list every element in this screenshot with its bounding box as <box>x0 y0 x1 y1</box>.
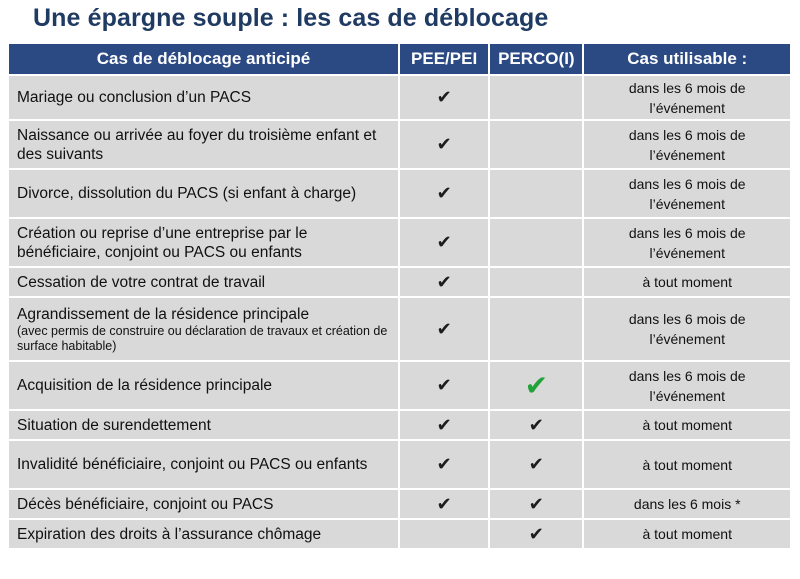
pee-check-icon: ✔ <box>400 362 488 409</box>
usage-cell: dans les 6 mois de l’événement <box>584 121 790 168</box>
case-label: Invalidité bénéficiaire, conjoint ou PACS ou enfants <box>9 441 398 488</box>
pee-check-icon: ✔ <box>400 268 488 296</box>
table-row <box>9 490 790 518</box>
perco-check-icon: ✔ <box>490 441 582 488</box>
pee-check-icon: ✔ <box>400 490 488 518</box>
perco-check-icon <box>490 298 582 360</box>
pee-check-icon: ✔ <box>400 411 488 439</box>
table-row <box>9 121 790 168</box>
usage-cell: à tout moment <box>584 441 790 488</box>
usage-cell: dans les 6 mois de l’événement <box>584 219 790 266</box>
usage-cell: dans les 6 mois de l’événement <box>584 76 790 119</box>
case-label: Divorce, dissolution du PACS (si enfant à charge) <box>9 170 398 217</box>
table-row <box>9 170 790 217</box>
case-label: Agrandissement de la résidence principale (avec permis de construire ou déclaration de travaux et création de surface habitable) <box>9 298 398 360</box>
usage-cell: à tout moment <box>584 268 790 296</box>
case-label: Création ou reprise d’une entreprise par le bénéficiaire, conjoint ou PACS ou enfants <box>9 219 398 266</box>
header-row <box>9 44 790 74</box>
perco-highlight-check-icon: ✔ <box>490 362 582 409</box>
perco-check-icon <box>490 121 582 168</box>
perco-check-icon <box>490 170 582 217</box>
table-row <box>9 298 790 360</box>
usage-cell: dans les 6 mois de l’événement <box>584 170 790 217</box>
perco-check-icon: ✔ <box>490 490 582 518</box>
pee-check-icon: ✔ <box>400 76 488 119</box>
usage-cell: dans les 6 mois de l’événement <box>584 362 790 409</box>
perco-check-icon: ✔ <box>490 411 582 439</box>
table-row <box>9 520 790 548</box>
usage-cell: dans les 6 mois * <box>584 490 790 518</box>
table-row <box>9 411 790 439</box>
usage-cell: à tout moment <box>584 520 790 548</box>
perco-check-icon: ✔ <box>490 520 582 548</box>
case-label: Acquisition de la résidence principale <box>9 362 398 409</box>
pee-check-icon: ✔ <box>400 298 488 360</box>
usage-cell: dans les 6 mois de l’événement <box>584 298 790 360</box>
case-label: Naissance ou arrivée au foyer du troisième enfant et des suivants <box>9 121 398 168</box>
pee-check-icon <box>400 520 488 548</box>
header-usage: Cas utilisable : <box>584 44 790 74</box>
header-perco: PERCO(I) <box>490 44 582 74</box>
table-row <box>9 441 790 488</box>
perco-check-icon <box>490 219 582 266</box>
table-row <box>9 268 790 296</box>
case-label: Situation de surendettement <box>9 411 398 439</box>
usage-cell: à tout moment <box>584 411 790 439</box>
page-title: Une épargne souple : les cas de déblocage <box>33 4 549 32</box>
case-label: Cessation de votre contrat de travail <box>9 268 398 296</box>
pee-check-icon: ✔ <box>400 219 488 266</box>
table-row <box>9 76 790 119</box>
table-row <box>9 219 790 266</box>
perco-check-icon <box>490 268 582 296</box>
case-label: Expiration des droits à l’assurance chômage <box>9 520 398 548</box>
header-pee: PEE/PEI <box>400 44 488 74</box>
case-sublabel: (avec permis de construire ou déclaration de travaux et création de surface habitable) <box>17 323 388 353</box>
header-case: Cas de déblocage anticipé <box>9 44 398 74</box>
pee-check-icon: ✔ <box>400 121 488 168</box>
pee-check-icon: ✔ <box>400 170 488 217</box>
table-row <box>9 362 790 409</box>
case-label: Mariage ou conclusion d’un PACS <box>9 76 398 119</box>
deblocage-table <box>7 42 792 550</box>
pee-check-icon: ✔ <box>400 441 488 488</box>
case-label: Décès bénéficiaire, conjoint ou PACS <box>9 490 398 518</box>
perco-check-icon <box>490 76 582 119</box>
